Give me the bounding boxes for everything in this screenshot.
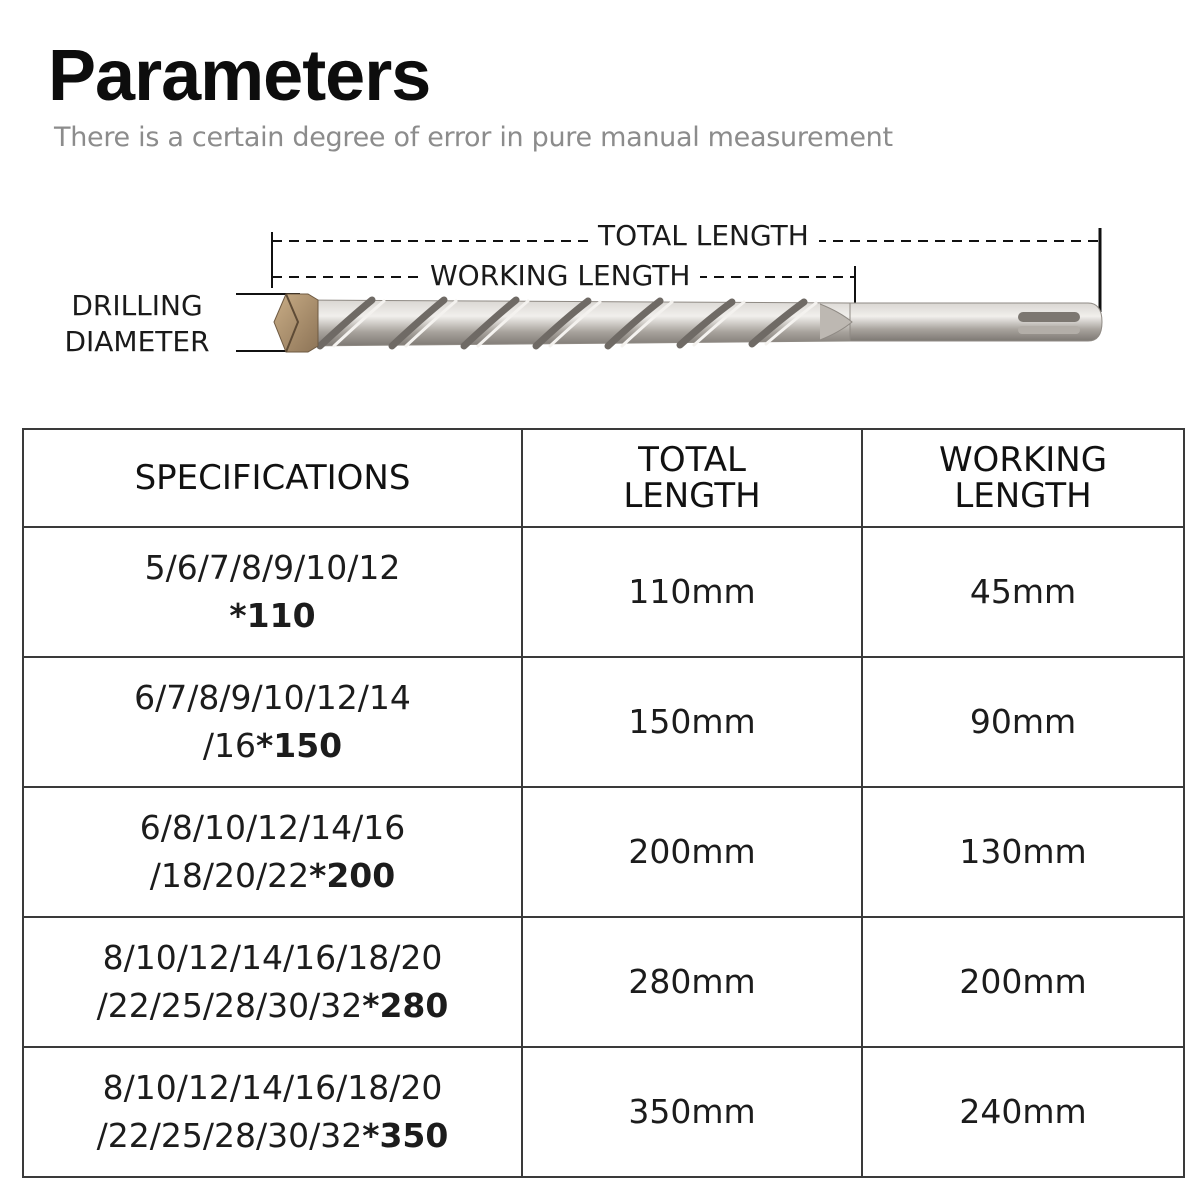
working-length-cell: 130mm [862,787,1184,917]
spec-cell [23,1047,522,1177]
spec-cell [23,657,522,787]
spec-length: *150 [255,726,343,765]
header-working-length-line1: WORKING [938,440,1108,480]
spec-line1: 8/10/12/14/16/18/20 [102,938,443,977]
spec-cell [23,917,522,1047]
working-length-cell: 200mm [862,917,1184,1047]
total-length-label: TOTAL LENGTH [588,222,819,250]
drill-shank [840,303,1102,341]
spec-length: *200 [309,856,396,895]
working-length-label: WORKING LENGTH [420,262,700,290]
spec-cell [23,527,522,657]
drilling-diameter-label-line2: DIAMETER [64,325,210,358]
spec-line1: 6/7/8/9/10/12/14 [134,678,411,717]
page-subtitle: There is a certain degree of error in pure manual measurement [54,122,893,153]
spec-line1: 6/8/10/12/14/16 [139,808,406,847]
header-total-length [522,429,862,527]
spec-prefix: /22/25/28/30/32 [96,1116,363,1155]
spec-cell [23,787,522,917]
drill-bit-diagram [0,200,1200,400]
table-row [23,657,1184,787]
header-working-length-line2: LENGTH [954,476,1092,516]
working-length-cell: 90mm [862,657,1184,787]
spec-prefix: /22/25/28/30/32 [96,986,363,1025]
table-row [23,1047,1184,1177]
specifications-table [22,428,1185,1178]
drilling-diameter-label [52,288,222,360]
spec-length: *350 [362,1116,449,1155]
total-length-cell: 350mm [522,1047,862,1177]
table-header-row [23,429,1184,527]
spec-prefix: /16 [202,726,256,765]
table-row [23,527,1184,657]
drill-flute [300,300,852,346]
spec-length: *110 [229,596,316,635]
table-row [23,787,1184,917]
page-title: Parameters [48,36,431,116]
spec-length: *280 [362,986,449,1025]
total-length-cell: 200mm [522,787,862,917]
spec-prefix: /18/20/22 [149,856,310,895]
drill-tip [274,294,318,352]
working-length-cell: 45mm [862,527,1184,657]
header-total-length-line1: TOTAL [638,440,746,480]
spec-line1: 5/6/7/8/9/10/12 [144,548,401,587]
header-specifications [23,429,522,527]
spec-line1: 8/10/12/14/16/18/20 [102,1068,443,1107]
drilling-diameter-label-line1: DRILLING [71,289,203,322]
working-length-cell: 240mm [862,1047,1184,1177]
header-total-length-line2: LENGTH [623,476,761,516]
header-working-length [862,429,1184,527]
total-length-cell: 110mm [522,527,862,657]
total-length-cell: 280mm [522,917,862,1047]
table-row [23,917,1184,1047]
total-length-cell: 150mm [522,657,862,787]
header-specifications-label: SPECIFICATIONS [134,458,411,498]
